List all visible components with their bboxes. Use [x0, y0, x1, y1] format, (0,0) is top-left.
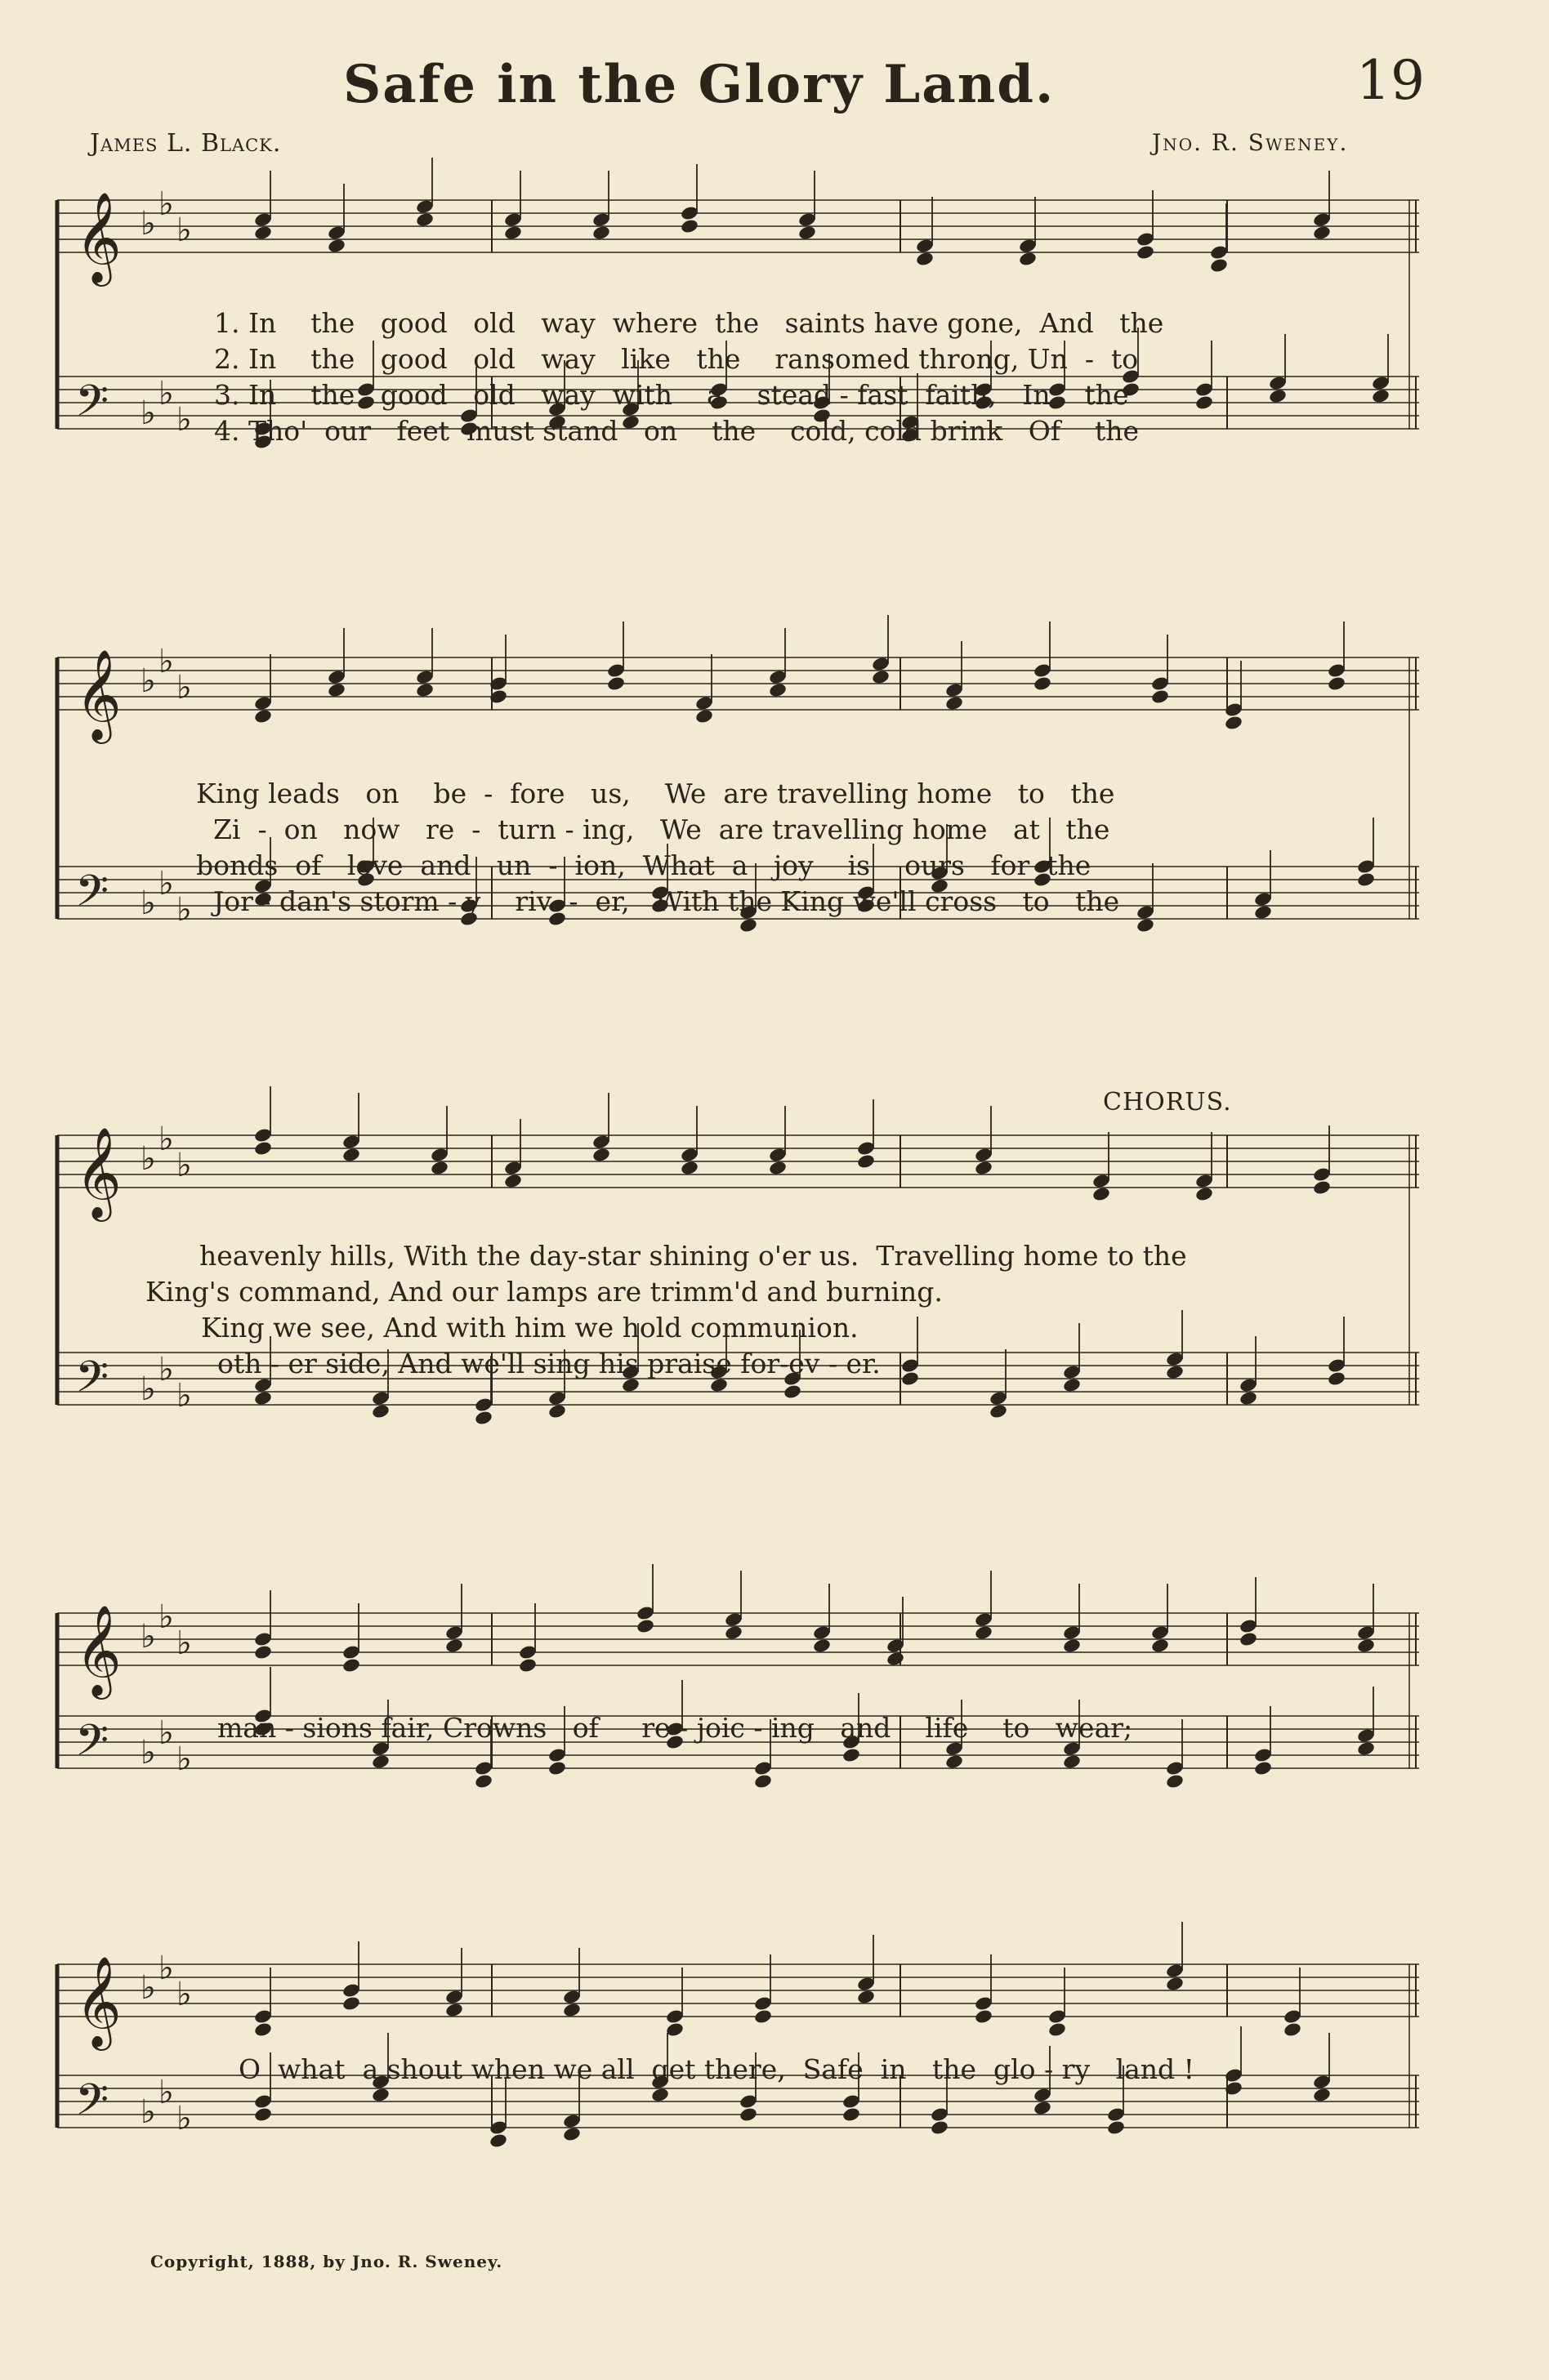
note-head — [1312, 2087, 1332, 2103]
treble-clef-icon: 𝄞 — [75, 1126, 122, 1218]
note-head — [547, 1403, 567, 1420]
note-head — [680, 218, 699, 234]
note-head — [327, 238, 346, 254]
note-head — [1150, 1638, 1170, 1654]
note-head — [900, 1371, 920, 1387]
note-head — [253, 2021, 273, 2038]
note-head — [1209, 257, 1229, 274]
note-head — [1165, 1773, 1185, 1789]
note-head — [1253, 1760, 1273, 1776]
lyric-verse-3: 3. In the good old way with a stead - fast faith, In the — [214, 379, 1129, 411]
note-head — [694, 708, 714, 724]
page-number: 19 — [1356, 49, 1425, 112]
treble-staff — [57, 615, 1419, 744]
hymn-title: Safe in the Glory Land. — [343, 54, 1056, 115]
note-head — [415, 682, 435, 698]
note-head — [547, 1760, 567, 1776]
note-head — [680, 1160, 699, 1176]
note-head — [1091, 1186, 1111, 1202]
bass-clef-icon: 𝄢 — [75, 377, 109, 437]
lyric-verse-3: King we see, And with him we hold communion. — [201, 1312, 859, 1344]
note-head — [1150, 689, 1170, 705]
note-head — [1106, 2119, 1126, 2136]
note-head — [1018, 251, 1038, 267]
bass-staff — [57, 2026, 1419, 2149]
bass-clef-icon: 𝄢 — [75, 1353, 109, 1413]
flat-icon: ♭ — [158, 375, 174, 412]
treble-staff — [57, 1922, 1419, 2051]
treble-clef-icon: 𝄞 — [75, 1604, 122, 1696]
note-head — [974, 1160, 993, 1176]
note-head — [1165, 1364, 1185, 1380]
note-head — [1062, 1638, 1082, 1654]
note-head — [841, 2106, 861, 2123]
lyric-verse-2: King's command, And our lamps are trimm'd and burning. — [145, 1276, 943, 1308]
note-head — [562, 2002, 582, 2018]
note-head — [606, 675, 626, 692]
note-head — [253, 708, 273, 724]
flat-icon: ♭ — [158, 1121, 174, 1158]
treble-clef-icon: 𝄞 — [75, 648, 122, 740]
flat-icon: ♭ — [141, 662, 156, 700]
lyric-verse-1: heavenly hills, With the day-star shining o'er us. Travelling home to the — [199, 1240, 1187, 1272]
note-head — [430, 1160, 449, 1176]
flat-icon: ♭ — [158, 1714, 174, 1752]
composer-credit: Jno. R. Sweney. — [1152, 129, 1349, 156]
flat-icon: ♭ — [158, 1598, 174, 1636]
flat-icon: ♭ — [141, 1371, 156, 1408]
note-head — [636, 1618, 655, 1634]
flat-icon: ♭ — [176, 1976, 192, 2013]
note-head — [841, 1747, 861, 1763]
flat-icon: ♭ — [176, 401, 192, 439]
note-head — [1033, 2100, 1052, 2116]
note-head — [753, 2008, 773, 2025]
lyric-verse-2: Zi - on now re - turn - ing, We are travelling home at the — [196, 813, 1110, 845]
lyric-verse-4: Jor - dan's storm - y riv - er, With the King we'll cross to the — [196, 885, 1120, 917]
flat-icon: ♭ — [141, 1734, 156, 1772]
note-head — [1356, 1740, 1376, 1757]
lyric-verse-2: 2. In the good old way like the ransomed throng, Un - to — [214, 343, 1139, 375]
note-head — [1283, 2021, 1302, 2038]
lyric-verse-1: 1. In the good old way where the saints have gone, And the — [214, 307, 1164, 339]
note-head — [253, 1644, 273, 1660]
treble-staff — [57, 1564, 1419, 1700]
note-head — [1062, 1377, 1082, 1393]
note-head — [856, 1989, 876, 2005]
note-head — [812, 1638, 832, 1654]
note-head — [327, 682, 346, 698]
lyric-verse-1: King leads on be - fore us, We are travelling home to the — [196, 778, 1115, 809]
note-head — [503, 225, 523, 241]
flat-icon: ♭ — [158, 1351, 174, 1388]
flat-icon: ♭ — [176, 1377, 192, 1415]
note-head — [444, 2002, 464, 2018]
flat-icon: ♭ — [176, 891, 192, 929]
note-head — [650, 2087, 670, 2103]
lyricist-credit: James L. Black. — [90, 129, 282, 158]
note-head — [253, 225, 273, 241]
music-system-2 — [51, 633, 1419, 1058]
note-head — [562, 2126, 582, 2142]
treble-clef-icon: 𝄞 — [75, 1955, 122, 2047]
note-head — [856, 1153, 876, 1170]
note-head — [1239, 1390, 1258, 1406]
flat-icon: ♭ — [158, 185, 174, 223]
note-head — [591, 225, 611, 241]
note-head — [341, 1147, 361, 1163]
music-system-1 — [51, 176, 1419, 576]
note-head — [474, 1410, 493, 1426]
bass-clef-icon: 𝄢 — [75, 867, 109, 927]
note-head — [371, 1754, 391, 1770]
treble-staff — [57, 158, 1419, 287]
flat-icon: ♭ — [141, 205, 156, 243]
note-head — [474, 1773, 493, 1789]
note-head — [930, 2119, 949, 2136]
flat-icon: ♭ — [176, 1625, 192, 1662]
note-head — [518, 1657, 538, 1674]
note-head — [753, 1773, 773, 1789]
flat-icon: ♭ — [176, 1740, 192, 1778]
note-head — [1194, 394, 1214, 411]
note-head — [768, 1160, 788, 1176]
note-head — [1356, 1638, 1376, 1654]
flat-icon: ♭ — [141, 2093, 156, 2131]
note-head — [1224, 715, 1243, 731]
note-head — [503, 1173, 523, 1189]
note-head — [739, 917, 758, 934]
note-head — [1062, 1754, 1082, 1770]
note-head — [371, 2087, 391, 2103]
note-head — [415, 212, 435, 228]
bass-clef-icon: 𝄢 — [75, 2075, 109, 2136]
music-system-5 — [51, 1940, 1419, 2250]
note-head — [1268, 388, 1288, 404]
note-head — [783, 1384, 802, 1400]
note-head — [1327, 675, 1346, 692]
note-head — [944, 1754, 964, 1770]
note-head — [1371, 388, 1391, 404]
lyric-verse-4: oth - er side, And we'll sing his praise for-ev - er. — [217, 1348, 881, 1379]
note-head — [871, 669, 891, 685]
note-head — [974, 1625, 993, 1641]
lyric-verse-4: 4. Tho' our feet must stand on the cold, cold brink Of the — [214, 415, 1140, 447]
note-head — [1136, 917, 1155, 934]
note-head — [1253, 904, 1273, 920]
lyric-chorus: O what a shout when we all get there, Safe in the glo - ry land ! — [239, 2053, 1194, 2085]
staff-notation — [51, 176, 1419, 576]
staff-notation — [51, 633, 1419, 1058]
note-head — [1136, 244, 1155, 261]
note-head — [1312, 1179, 1332, 1196]
note-head — [886, 1651, 905, 1667]
note-head — [1165, 1976, 1185, 1992]
flat-icon: ♭ — [141, 1969, 156, 2007]
note-head — [371, 1403, 391, 1420]
note-head — [253, 2106, 273, 2123]
flat-icon: ♭ — [158, 1950, 174, 1987]
note-head — [341, 1657, 361, 1674]
note-head — [768, 682, 788, 698]
flat-icon: ♭ — [158, 643, 174, 680]
note-head — [989, 1403, 1008, 1420]
note-head — [444, 1638, 464, 1654]
lyric-verse-3: bonds of love and un - ion, What a joy is ours for the — [196, 849, 1091, 881]
flat-icon: ♭ — [176, 669, 192, 706]
note-head — [253, 1140, 273, 1157]
note-head — [915, 251, 935, 267]
chorus-label: CHORUS. — [1103, 1088, 1232, 1116]
note-head — [974, 2008, 993, 2025]
staff-notation — [51, 1940, 1419, 2250]
flat-icon: ♭ — [158, 2074, 174, 2111]
flat-icon: ♭ — [141, 394, 156, 432]
flat-icon: ♭ — [176, 212, 192, 249]
flat-icon: ♭ — [141, 1618, 156, 1656]
note-head — [253, 1390, 273, 1406]
note-head — [944, 695, 964, 711]
note-head — [1033, 675, 1052, 692]
note-head — [1312, 225, 1332, 241]
note-head — [591, 1147, 611, 1163]
note-head — [709, 1377, 729, 1393]
note-head — [489, 2133, 508, 2149]
note-head — [341, 1995, 361, 2012]
note-head — [621, 1377, 641, 1393]
note-head — [1194, 1186, 1214, 1202]
note-head — [1239, 1631, 1258, 1647]
lyric-chorus: man - sions fair, Crowns of re - joic - ing and life to wear; — [217, 1712, 1133, 1744]
flat-icon: ♭ — [176, 1147, 192, 1184]
note-head — [797, 225, 817, 241]
flat-icon: ♭ — [141, 885, 156, 922]
flat-icon: ♭ — [176, 2100, 192, 2137]
bass-clef-icon: 𝄢 — [75, 1716, 109, 1776]
note-head — [1047, 2021, 1067, 2038]
note-head — [1327, 1371, 1346, 1387]
note-head — [1356, 871, 1376, 888]
note-head — [739, 2106, 758, 2123]
flat-icon: ♭ — [141, 1140, 156, 1178]
note-head — [724, 1625, 743, 1641]
treble-clef-icon: 𝄞 — [75, 191, 122, 283]
flat-icon: ♭ — [158, 865, 174, 903]
copyright-notice: Copyright, 1888, by Jno. R. Sweney. — [150, 2252, 503, 2271]
